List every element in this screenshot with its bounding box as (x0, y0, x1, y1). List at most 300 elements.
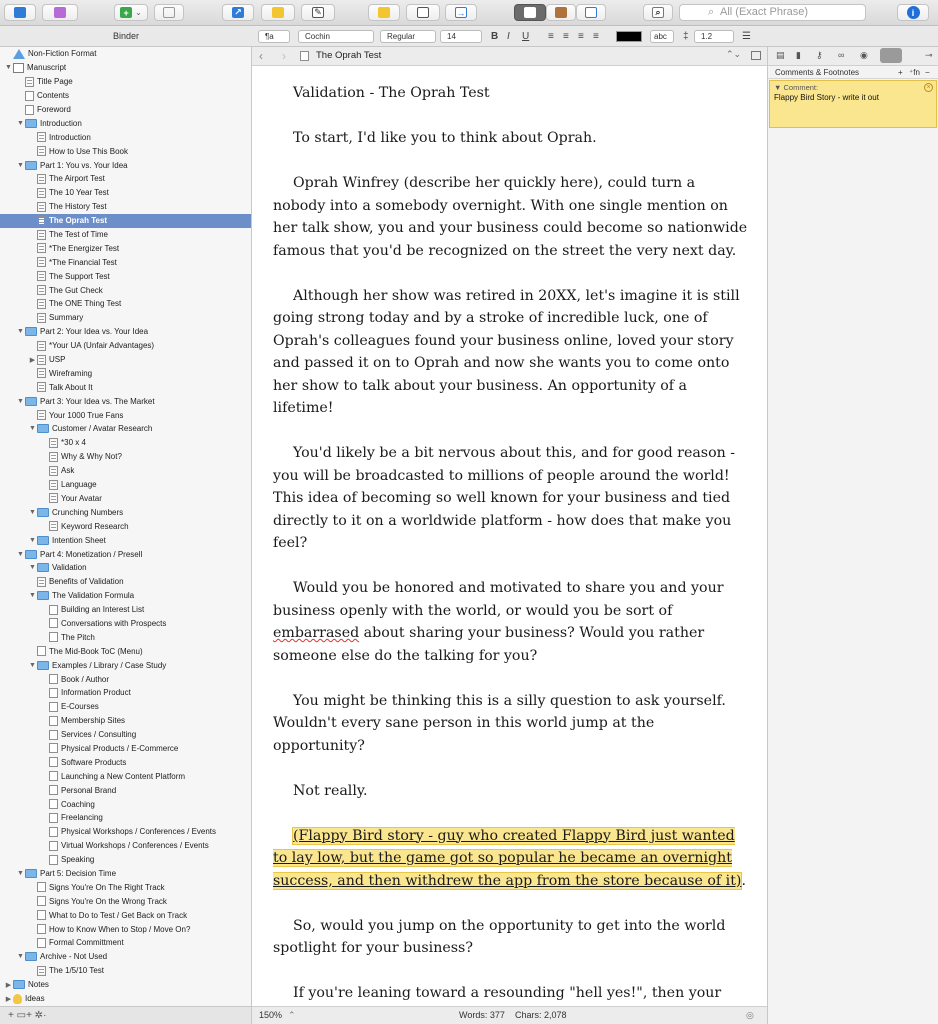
binder-item-label: Language (61, 480, 97, 490)
binder-item[interactable] (0, 130, 251, 144)
text-document-icon (49, 480, 58, 490)
binder-item[interactable] (0, 644, 251, 658)
binder-item[interactable] (0, 75, 251, 89)
warning-triangle-icon (13, 49, 25, 59)
binder-item-label: Part 5: Decision Time (40, 868, 117, 878)
binder-item-label: USP (49, 355, 66, 365)
comment-text[interactable]: Flappy Bird Story - write it out (774, 93, 879, 102)
folder-icon (37, 424, 49, 433)
delete-comment-icon[interactable]: × (924, 83, 933, 92)
binder-item[interactable] (0, 686, 251, 700)
binder-item[interactable] (0, 603, 251, 617)
binder-item[interactable] (0, 478, 251, 492)
binder-item[interactable] (0, 992, 251, 1006)
navigate-up-down-icon[interactable]: ⌃⌄ (726, 49, 742, 59)
add-comment-button[interactable]: + (898, 68, 903, 77)
binder-item-label: The Test of Time (49, 230, 108, 240)
italic-button[interactable]: I (507, 31, 510, 42)
document-icon (25, 91, 34, 101)
text-document-icon (37, 410, 46, 420)
snapshots-tab-icon[interactable]: ◉ (860, 50, 868, 60)
paragraph: You'd likely be a bit nervous about this, and for good reason - you will be broadcasted to millions of people around the world! This idea of becoming so well known for your business and tied directly to it on a worldwide platform - how does that make you feel? (273, 445, 736, 551)
document-icon (49, 855, 58, 865)
binder-item-label: Contents (37, 91, 70, 101)
binder-item[interactable] (0, 380, 251, 394)
comment-button[interactable] (368, 4, 400, 21)
text-document-icon (37, 285, 46, 295)
char-count: Chars: 2,078 (515, 1010, 567, 1020)
binder-item[interactable] (0, 867, 251, 881)
text-document-icon (49, 521, 58, 531)
bookmark-tab-icon[interactable]: ▮ (796, 50, 801, 60)
layout-button[interactable] (406, 4, 440, 21)
export-icon: → (456, 7, 466, 18)
bold-button[interactable]: B (491, 31, 499, 42)
disclosure-triangle-icon[interactable]: ▼ (5, 64, 12, 72)
font-family-select[interactable]: Cochin (298, 30, 374, 43)
binder-panel (0, 47, 252, 1006)
text-document-icon (37, 355, 46, 365)
inspector-tabs (767, 47, 938, 66)
list-icon[interactable]: ☰ (742, 31, 751, 42)
compile-button[interactable] (445, 4, 477, 21)
binder-item-label: *Your UA (Unfair Advantages) (49, 341, 155, 351)
binder-item[interactable] (0, 936, 251, 950)
binder-item-label: Title Page (37, 77, 73, 87)
folder-icon (37, 661, 49, 670)
document-icon (49, 743, 58, 753)
paragraph-text: about sharing your business? Would you rather someone else do the talking for you? (273, 625, 705, 664)
disclosure-triangle-icon[interactable]: ▼ (17, 953, 24, 961)
binder-item-label: Foreword (37, 105, 71, 114)
document-icon (49, 674, 58, 684)
binder-item-label: Manuscript (27, 63, 67, 73)
binder-item-label: Summary (49, 313, 84, 323)
binder-item[interactable] (0, 61, 251, 75)
binder-item[interactable] (0, 144, 251, 158)
editor-header (252, 47, 767, 66)
zoom-select[interactable]: 150% (259, 1010, 283, 1020)
folder-icon (25, 161, 37, 170)
binder-item[interactable] (0, 464, 251, 478)
binder-item[interactable] (0, 186, 251, 200)
disclosure-triangle-icon[interactable]: ▶ (29, 356, 36, 364)
binder-item[interactable] (0, 450, 251, 464)
document-icon (37, 882, 46, 892)
binder-item-label: The Validation Formula (52, 591, 135, 601)
binder-item-label: Part 3: Your Idea vs. The Market (40, 396, 155, 406)
document-icon (49, 730, 58, 740)
document-icon (37, 646, 46, 656)
document-heading: Validation - The Oprah Test (293, 85, 490, 101)
paragraph: To start, I'd like you to think about Oprah. (293, 130, 597, 146)
binder-item-label: E-Courses (61, 702, 99, 712)
forward-icon[interactable]: › (282, 49, 286, 63)
text-document-icon (37, 188, 46, 198)
binder-item-label: Your Avatar (61, 493, 102, 503)
binder-item[interactable] (0, 311, 251, 325)
binder-item[interactable] (0, 519, 251, 533)
binder-item-label: Freelancing (61, 813, 103, 823)
binder-item[interactable] (0, 755, 251, 769)
disclosure-triangle-icon[interactable]: ▼ (17, 397, 24, 405)
paragraph (273, 577, 748, 667)
binder-item[interactable] (0, 811, 251, 825)
view-corkboard-button[interactable] (546, 4, 576, 21)
font-size-select[interactable]: 14 (440, 30, 482, 43)
disclosure-triangle-icon[interactable]: ▼ (17, 869, 24, 877)
word-count: Words: 377 (459, 1010, 505, 1020)
text-document-icon (37, 299, 46, 309)
binder-item-label: Signs You're On the Wrong Track (49, 896, 167, 906)
binder-item-label: What to Do to Test / Get Back on Track (49, 910, 188, 920)
binder-item[interactable] (0, 950, 251, 964)
binder-item-label: Personal Brand (61, 785, 117, 795)
lock-icon[interactable]: ⊸ (925, 50, 933, 60)
remove-comment-button[interactable]: − (925, 68, 930, 77)
text-document-icon (37, 341, 46, 351)
binder-item-label: Benefits of Validation (49, 577, 124, 587)
text-document-icon (37, 577, 46, 587)
font-weight-select[interactable]: Regular (380, 30, 436, 43)
binder-item[interactable] (0, 561, 251, 575)
manuscript-icon (13, 63, 24, 73)
main-toolbar (0, 0, 938, 26)
add-icon: + (120, 7, 132, 18)
layout-icon (417, 7, 429, 18)
binder-item[interactable] (0, 492, 251, 506)
binder-item[interactable] (0, 505, 251, 519)
document-icon (49, 757, 58, 767)
folder-icon (25, 119, 37, 128)
references-tab-icon[interactable]: ∞ (838, 50, 845, 60)
binder-item-label: The Gut Check (49, 285, 103, 295)
editor-footer (252, 1006, 767, 1024)
binder-item-label: Membership Sites (61, 716, 126, 726)
document-icon (25, 105, 34, 115)
binder-item-label: Part 4: Monetization / Presell (40, 549, 143, 559)
zoom-stepper-icon[interactable]: ⌃ (288, 1010, 296, 1020)
document-icon (49, 605, 58, 615)
folder-icon (25, 869, 37, 878)
text-document-icon (37, 271, 46, 281)
folder-icon (25, 327, 37, 336)
binder-item[interactable] (0, 658, 251, 672)
paragraph-style-select[interactable]: ¶a (258, 30, 290, 43)
disclosure-triangle-icon[interactable]: ▼ (17, 161, 24, 169)
binder-item-label: The History Test (49, 202, 107, 212)
binder-item[interactable] (0, 103, 251, 117)
project-search-button[interactable] (643, 4, 673, 21)
edit-icon: ✎ (312, 7, 324, 18)
binder-item[interactable] (0, 422, 251, 436)
binder-item[interactable] (0, 89, 251, 103)
back-icon[interactable]: ‹ (259, 49, 263, 63)
binder-header: Binder (0, 27, 252, 47)
binder-item[interactable] (0, 575, 251, 589)
binder-item-label: Signs You're On The Right Track (49, 882, 165, 892)
binder-item[interactable] (0, 853, 251, 867)
binder-item-label: Ideas (25, 994, 45, 1003)
binder-item[interactable] (0, 436, 251, 450)
binder-item[interactable] (0, 255, 251, 269)
binder-item[interactable] (0, 547, 251, 561)
binder-item[interactable] (0, 116, 251, 130)
align-left-icon[interactable]: ≡ (548, 31, 554, 42)
binder-item[interactable] (0, 172, 251, 186)
binder-item-label: The Mid-Book ToC (Menu) (49, 646, 143, 656)
disclosure-triangle-icon[interactable]: ▼ (29, 536, 36, 544)
binder-item[interactable] (0, 783, 251, 797)
binder-item-label: Launching a New Content Platform (61, 771, 186, 781)
corkboard-icon (555, 7, 567, 18)
binder-item[interactable] (0, 241, 251, 255)
document-icon (49, 618, 58, 628)
disclosure-triangle-icon[interactable]: ▼ (17, 119, 24, 127)
compose-mode-button[interactable] (222, 4, 254, 21)
binder-item[interactable] (0, 700, 251, 714)
binder-item[interactable] (0, 894, 251, 908)
line-spacing-icon: ‡ (683, 31, 689, 42)
add-document-button[interactable] (114, 4, 148, 21)
document-icon (37, 910, 46, 920)
expand-icon: ↗ (232, 7, 244, 18)
binder-item[interactable] (0, 47, 251, 61)
binder-item[interactable] (0, 908, 251, 922)
binder-item[interactable] (0, 839, 251, 853)
folder-icon (37, 536, 49, 545)
text-document-icon (37, 132, 46, 142)
document-title: The Oprah Test (316, 50, 382, 61)
comment-anchor-text[interactable]: (Flappy Bird story - guy who created Flappy Bird just wanted to lay low, but the game got so popular he became an overnight success, and then withdrew the app from the store because of it) (273, 827, 742, 889)
disclosure-triangle-icon[interactable]: ▼ (17, 550, 24, 558)
binder-item[interactable] (0, 325, 251, 339)
line-spacing-select[interactable]: 1.2 (694, 30, 734, 43)
paragraph-text: . (741, 872, 746, 889)
disclosure-triangle-icon[interactable]: ▼ (29, 508, 36, 516)
search-icon: ⌕ (708, 6, 715, 18)
document-icon (49, 799, 58, 809)
document-icon (49, 827, 58, 837)
align-justify-icon[interactable]: ≡ (593, 31, 599, 42)
text-document-icon (49, 466, 58, 476)
folder-icon (25, 952, 37, 961)
binder-item-label: The Pitch (61, 632, 95, 642)
text-document-icon (37, 368, 46, 378)
binder-item[interactable] (0, 394, 251, 408)
binder-item[interactable] (0, 728, 251, 742)
binder-item[interactable] (0, 297, 251, 311)
binder-item[interactable] (0, 228, 251, 242)
binder-item-label: *The Energizer Test (49, 243, 120, 253)
text-document-icon (37, 257, 46, 267)
binder-item-label: Virtual Workshops / Conferences / Events (61, 841, 209, 851)
metadata-tab-icon[interactable]: ⚷ (816, 50, 823, 60)
binder-item-label: Part 2: Your Idea vs. Your Idea (40, 327, 149, 337)
binder-item-label: The Airport Test (49, 174, 105, 184)
document-icon (49, 688, 58, 698)
inspector-title: Comments & Footnotes (775, 68, 860, 77)
binder-item[interactable] (0, 408, 251, 422)
search-input[interactable] (679, 4, 866, 21)
lightbulb-icon (13, 994, 22, 1004)
document-icon (37, 938, 46, 948)
misspelled-word[interactable]: embarrased (273, 625, 360, 641)
paragraph: So, would you jump on the opportunity to get into the world spotlight for your business? (273, 917, 726, 956)
comment-card[interactable] (769, 80, 937, 128)
binder-item-label: Validation (52, 563, 87, 573)
text-document-icon (37, 966, 46, 976)
binder-item-label: Physical Products / E-Commerce (61, 743, 179, 753)
binder-item-label: Information Product (61, 688, 131, 698)
align-center-icon[interactable]: ≡ (563, 31, 569, 42)
binder-icon (14, 7, 26, 18)
binder-item-label: Non-Fiction Format (28, 49, 97, 59)
binder-item[interactable] (0, 742, 251, 756)
split-editor-icon[interactable] (751, 51, 761, 60)
binder-item[interactable] (0, 714, 251, 728)
underline-button[interactable]: U (522, 31, 530, 42)
binder-item-label: Customer / Avatar Research (52, 424, 153, 434)
binder-item[interactable] (0, 617, 251, 631)
text-document-icon (37, 243, 46, 253)
chevron-down-icon: ⌄ (135, 8, 142, 17)
binder-item-label: Formal Committment (49, 938, 124, 948)
binder-item-label: Part 1: You vs. Your Idea (40, 160, 128, 170)
comments-tab-icon[interactable] (880, 48, 902, 63)
disclosure-triangle-icon[interactable]: ▼ (29, 425, 36, 433)
binder-item-label: Why & Why Not? (61, 452, 122, 462)
notes-tab-icon[interactable]: ▤ (776, 50, 785, 60)
binder-item[interactable] (0, 214, 251, 228)
document-text[interactable] (273, 82, 748, 1006)
binder-item[interactable] (0, 672, 251, 686)
binder-toggle-button[interactable] (4, 4, 36, 21)
binder-item[interactable] (0, 922, 251, 936)
binder-item[interactable] (0, 339, 251, 353)
binder-item[interactable] (0, 589, 251, 603)
document-icon (49, 841, 58, 851)
binder-item-label: *30 x 4 (61, 438, 86, 448)
binder-item[interactable] (0, 158, 251, 172)
quick-reference-button[interactable] (301, 4, 335, 21)
binder-item-label: Introduction (49, 132, 91, 142)
info-icon: i (907, 6, 920, 19)
binder-item-label: Examples / Library / Case Study (52, 660, 167, 670)
binder-item-label: Intention Sheet (52, 535, 106, 545)
add-footnote-button[interactable]: ⁺fn (909, 68, 920, 77)
disclosure-triangle-icon[interactable]: ▼ (29, 661, 36, 669)
text-document-icon (37, 146, 46, 156)
binder-item-label: How to Use This Book (49, 146, 128, 156)
paragraph: Oprah Winfrey (describe her quickly here), could turn a nobody into a somebody overnight. With one single mention on her talk show, you and your business could become so nationwide famous that you'd be recognized on the street the very next day. (273, 175, 748, 259)
paragraph: If you're leaning toward a resounding "hell yes!", then your (293, 985, 722, 1001)
binder-footer[interactable]: + ▭+ ✲· (0, 1006, 252, 1024)
binder-item-label: Services / Consulting (61, 730, 137, 740)
collections-icon (54, 7, 66, 18)
text-color-swatch[interactable] (616, 31, 642, 42)
binder-item-label: Ask (61, 466, 75, 476)
view-document-button[interactable] (514, 4, 546, 21)
folder-icon (13, 980, 25, 989)
binder-item-label: How to Know When to Stop / Move On? (49, 924, 191, 934)
binder-item[interactable] (0, 769, 251, 783)
binder-item-label: Your 1000 True Fans (49, 410, 124, 420)
binder-item[interactable] (0, 797, 251, 811)
binder-item-label: Coaching (61, 799, 95, 809)
disclosure-triangle-icon[interactable]: ▼ (29, 592, 36, 600)
binder-item-label: Crunching Numbers (52, 507, 124, 517)
binder-item-label: The 1/5/10 Test (49, 966, 104, 976)
text-document-icon (25, 77, 34, 87)
binder-item[interactable] (0, 978, 251, 992)
target-icon[interactable]: ◎ (746, 1010, 754, 1020)
binder-item[interactable] (0, 964, 251, 978)
keywords-button[interactable] (261, 4, 295, 21)
disclosure-triangle-icon[interactable]: ▶ (5, 995, 12, 1003)
binder-item[interactable] (0, 353, 251, 367)
binder-item[interactable] (0, 283, 251, 297)
binder-item[interactable] (0, 366, 251, 380)
folder-icon (37, 508, 49, 517)
text-document-icon (37, 313, 46, 323)
disclosure-triangle-icon[interactable]: ▼ (29, 564, 36, 572)
binder-item-label: Archive - Not Used (40, 952, 108, 962)
inspector-panel (767, 66, 938, 1024)
highlight-select[interactable]: abc (650, 30, 674, 43)
binder-item[interactable] (0, 630, 251, 644)
document-icon (49, 813, 58, 823)
outline-icon (585, 7, 597, 18)
text-document-icon (49, 452, 58, 462)
inspector-toggle-button[interactable] (897, 4, 929, 21)
key-icon (272, 7, 284, 18)
view-outline-button[interactable] (576, 4, 606, 21)
text-document-icon (49, 438, 58, 448)
inspector-section-header (768, 66, 938, 79)
paragraph: You might be thinking this is a silly question to ask yourself. Wouldn't every sane person in this world jump at the opportunity? (273, 692, 726, 754)
binder-item[interactable] (0, 533, 251, 547)
text-document-icon (37, 216, 46, 226)
disclosure-triangle-icon[interactable]: ▶ (5, 981, 12, 989)
binder-item-label: The 10 Year Test (49, 188, 109, 198)
binder-item[interactable] (0, 269, 251, 283)
binder-item[interactable] (0, 880, 251, 894)
align-right-icon[interactable]: ≡ (578, 31, 584, 42)
editor-pane[interactable] (252, 66, 767, 1006)
collections-toggle-button[interactable] (42, 4, 78, 21)
binder-item-label: The ONE Thing Test (49, 299, 122, 309)
binder-item-label: Book / Author (61, 674, 110, 684)
binder-item-label: Notes (28, 980, 49, 990)
document-icon (49, 771, 58, 781)
comment-icon (378, 7, 390, 18)
document-icon (37, 924, 46, 934)
document-icon (49, 632, 58, 642)
binder-item-label: The Support Test (49, 271, 110, 281)
binder-item-label: Talk About It (49, 382, 93, 392)
trash-button[interactable] (154, 4, 184, 21)
binder-item[interactable] (0, 825, 251, 839)
text-document-icon (37, 202, 46, 212)
disclosure-triangle-icon[interactable]: ▼ (17, 328, 24, 336)
document-view-icon (524, 7, 536, 18)
document-icon (49, 785, 58, 795)
binder-item[interactable] (0, 200, 251, 214)
folder-icon (37, 591, 49, 600)
text-document-icon (37, 174, 46, 184)
document-icon (49, 716, 58, 726)
